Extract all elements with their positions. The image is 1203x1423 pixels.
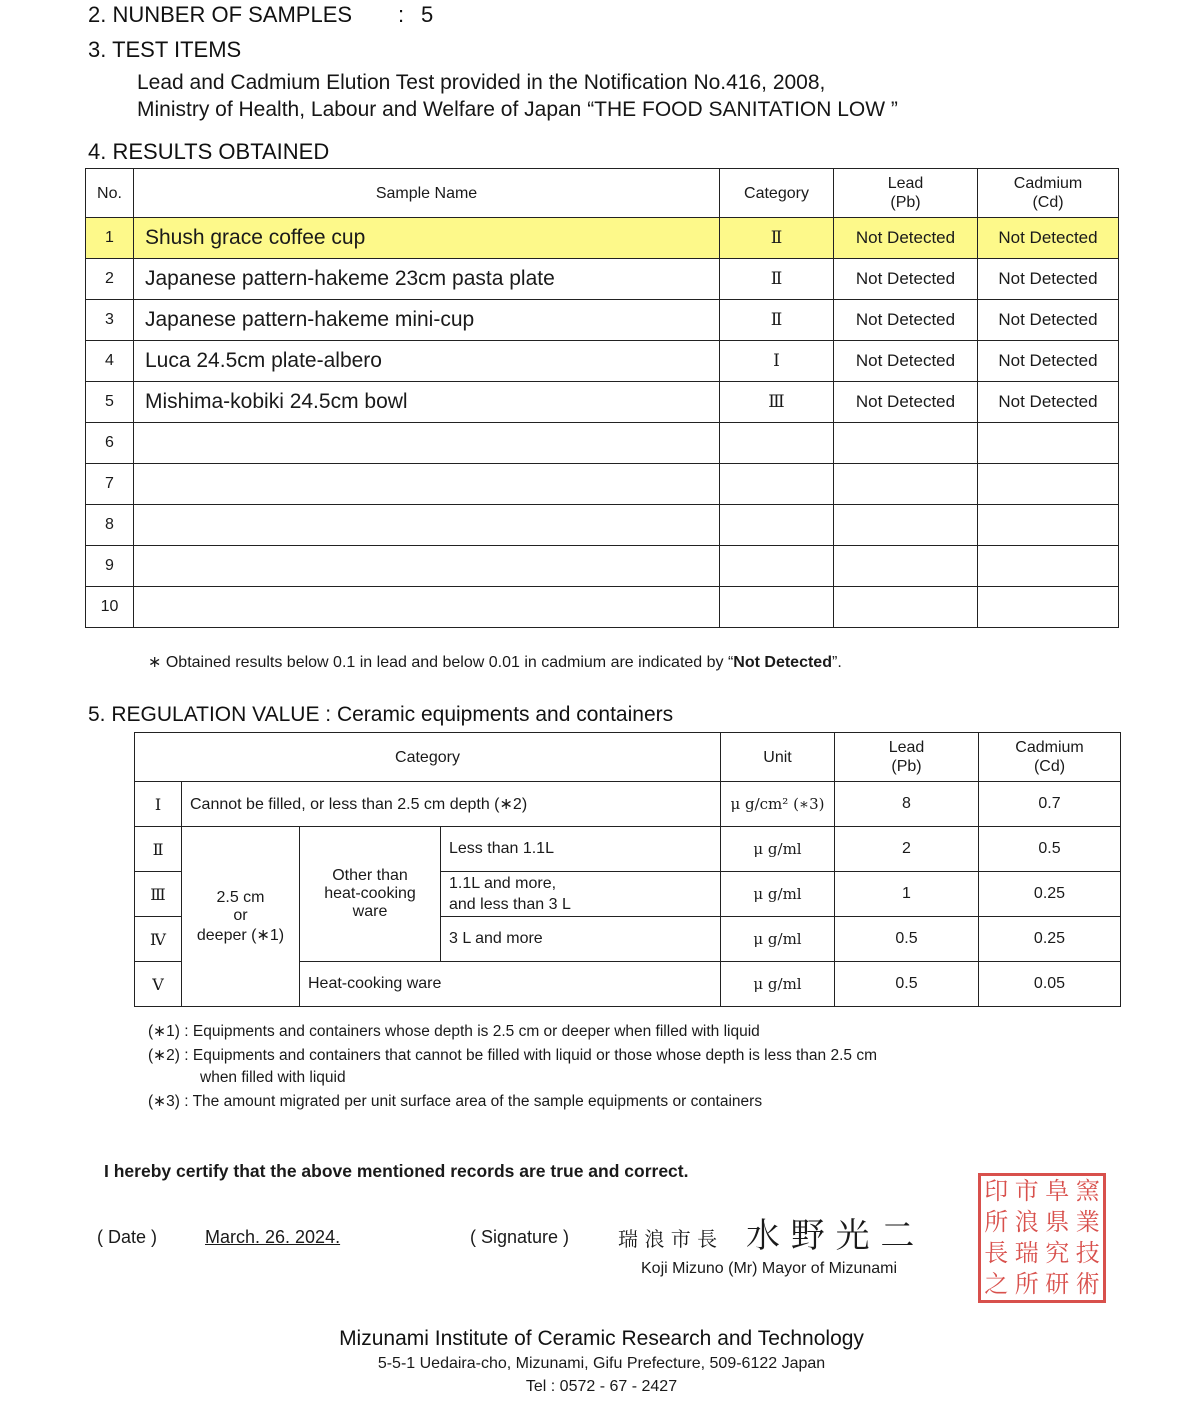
row-lead xyxy=(834,587,978,628)
samples-value: 5 xyxy=(421,2,434,27)
results-footnote xyxy=(148,652,842,672)
row-category: Ⅰ xyxy=(720,341,834,382)
reg-unit: μ g/cm² (∗3) xyxy=(721,782,835,827)
row-cadmium xyxy=(978,546,1119,587)
table-row xyxy=(86,259,1119,300)
table-row xyxy=(86,587,1119,628)
row-lead xyxy=(834,423,978,464)
row-lead: Not Detected xyxy=(834,300,978,341)
row-category: Ⅱ xyxy=(720,218,834,259)
row-sample-name xyxy=(134,546,720,587)
certification-statement: I hereby certify that the above mentioned records are true and correct. xyxy=(104,1161,689,1181)
reg-roman: Ⅱ xyxy=(135,827,182,872)
reg-roman: Ⅴ xyxy=(135,962,182,1007)
table-row xyxy=(86,505,1119,546)
row-category: Ⅱ xyxy=(720,259,834,300)
samples-colon: : xyxy=(398,2,405,27)
reg-cadmium: 0.5 xyxy=(979,827,1121,872)
table-row xyxy=(86,464,1119,505)
regulation-row-2 xyxy=(135,827,1121,872)
row-sample-name: Mishima-kobiki 24.5cm bowl xyxy=(134,382,720,423)
row-sample-name xyxy=(134,464,720,505)
table-row xyxy=(86,423,1119,464)
row-category: Ⅱ xyxy=(720,300,834,341)
reg-lead: 0.5 xyxy=(835,917,979,962)
note-2 xyxy=(148,1045,1028,1067)
row-cadmium: Not Detected xyxy=(978,382,1119,423)
row-sample-name: Japanese pattern-hakeme 23cm pasta plate xyxy=(134,259,720,300)
results-footnote-suffix: ”. xyxy=(831,654,842,671)
reg-desc: 3 L and more xyxy=(441,917,721,962)
row-sample-name xyxy=(134,505,720,546)
reg-desc-line-1: 1.1L and more, xyxy=(449,875,557,892)
row-no: 1 xyxy=(86,218,134,259)
row-no: 3 xyxy=(86,300,134,341)
row-sample-name: Shush grace coffee cup xyxy=(134,218,720,259)
note-text: The amount migrated per unit surface area of the sample equipments or containers xyxy=(192,1093,763,1110)
row-no: 10 xyxy=(86,587,134,628)
reg-cadmium: 0.05 xyxy=(979,962,1121,1007)
reg-other-line-1: Other than xyxy=(332,867,408,884)
date-value: March. 26. 2024. xyxy=(205,1227,341,1247)
row-no: 6 xyxy=(86,423,134,464)
row-cadmium xyxy=(978,505,1119,546)
official-seal: 印 市 阜 窯 所 浪 県 業 長 瑞 究 技 之 所 研 術 xyxy=(978,1173,1106,1303)
header-cadmium xyxy=(978,169,1119,218)
institute-name: Mizunami Institute of Ceramic Research and Technology xyxy=(339,1327,864,1350)
reg-header-lead xyxy=(835,733,979,782)
note-3 xyxy=(148,1091,1028,1113)
results-title: 4. RESULTS OBTAINED xyxy=(88,139,330,164)
institute-address: 5-5-1 Uedaira-cho, Mizunami, Gifu Prefecture, 509-6122 Japan xyxy=(377,1355,826,1372)
regulation-header-row xyxy=(135,733,1121,782)
reg-roman: Ⅳ xyxy=(135,917,182,962)
row-cadmium xyxy=(978,587,1119,628)
reg-desc-line-2: and less than 3 L xyxy=(449,896,571,913)
note-mark: (∗3) : xyxy=(148,1093,189,1110)
header-no: No. xyxy=(86,169,134,218)
note-text: when filled with liquid xyxy=(200,1069,346,1086)
reg-depth-line-3: deeper (∗1) xyxy=(196,926,285,944)
reg-unit: μ g/ml xyxy=(721,962,835,1007)
row-lead xyxy=(834,505,978,546)
reg-header-cadmium xyxy=(979,733,1121,782)
row-lead: Not Detected xyxy=(834,259,978,300)
row-sample-name: Japanese pattern-hakeme mini-cup xyxy=(134,300,720,341)
row-sample-name xyxy=(134,587,720,628)
note-mark: (∗2) : xyxy=(148,1047,189,1064)
row-no: 8 xyxy=(86,505,134,546)
row-no: 7 xyxy=(86,464,134,505)
header-cadmium-symbol: (Cd) xyxy=(1032,194,1064,211)
results-header-row xyxy=(86,169,1119,218)
note-mark: (∗1) : xyxy=(148,1023,189,1040)
reg-header-unit: Unit xyxy=(721,733,835,782)
reg-unit: μ g/ml xyxy=(721,917,835,962)
row-category: Ⅲ xyxy=(720,382,834,423)
test-items-line-1: Lead and Cadmium Elution Test provided in the Notification No.416, 2008, xyxy=(137,71,826,94)
signature-label: ( Signature ) xyxy=(470,1227,570,1247)
row-cadmium: Not Detected xyxy=(978,300,1119,341)
row-category xyxy=(720,423,834,464)
row-lead xyxy=(834,546,978,587)
reg-roman: Ⅲ xyxy=(135,872,182,917)
row-lead: Not Detected xyxy=(834,218,978,259)
note-text: Equipments and containers that cannot be filled with liquid or those whose depth is less than 2.5 cm xyxy=(192,1047,877,1064)
reg-desc xyxy=(441,872,721,917)
reg-cadmium: 0.25 xyxy=(979,872,1121,917)
row-cadmium: Not Detected xyxy=(978,341,1119,382)
table-row xyxy=(86,546,1119,587)
reg-lead: 8 xyxy=(835,782,979,827)
reg-cadmium: 0.25 xyxy=(979,917,1121,962)
row-cadmium: Not Detected xyxy=(978,259,1119,300)
reg-desc: Cannot be filled, or less than 2.5 cm depth (∗2) xyxy=(182,782,721,827)
reg-header-lead-symbol: (Pb) xyxy=(891,758,922,775)
results-table xyxy=(85,168,1119,628)
signature-name-jp: 水 野 光 二 xyxy=(746,1216,915,1256)
reg-other-cell xyxy=(300,827,441,962)
regulation-title: 5. REGULATION VALUE : Ceramic equipments and containers xyxy=(88,703,674,726)
row-lead: Not Detected xyxy=(834,341,978,382)
results-footnote-bold: Not Detected xyxy=(733,654,832,671)
reg-unit: μ g/ml xyxy=(721,827,835,872)
reg-other-line-3: ware xyxy=(352,903,388,920)
reg-header-category: Category xyxy=(135,733,721,782)
reg-lead: 1 xyxy=(835,872,979,917)
reg-desc: Heat-cooking ware xyxy=(300,962,721,1007)
header-category: Category xyxy=(720,169,834,218)
test-items-label: 3. TEST ITEMS xyxy=(88,37,242,62)
reg-header-cadmium-label: Cadmium xyxy=(1015,739,1084,756)
mayor-title-jp: 瑞 浪 市 長 xyxy=(618,1227,718,1251)
row-sample-name xyxy=(134,423,720,464)
table-row xyxy=(86,382,1119,423)
reg-desc: Less than 1.1L xyxy=(441,827,721,872)
table-row xyxy=(86,300,1119,341)
row-cadmium: Not Detected xyxy=(978,218,1119,259)
results-footnote-prefix: ∗ Obtained results below 0.1 in lead and below 0.01 in cadmium are indicated by “ xyxy=(148,654,734,671)
header-lead xyxy=(834,169,978,218)
header-lead-label: Lead xyxy=(887,175,924,192)
signature-name-en: Koji Mizuno (Mr) Mayor of Mizunami xyxy=(641,1260,898,1277)
row-category xyxy=(720,546,834,587)
header-sample-name: Sample Name xyxy=(134,169,720,218)
reg-depth-line-1: 2.5 cm xyxy=(216,888,265,906)
row-no: 4 xyxy=(86,341,134,382)
row-category xyxy=(720,587,834,628)
row-lead xyxy=(834,464,978,505)
row-category xyxy=(720,505,834,546)
table-row xyxy=(86,341,1119,382)
row-cadmium xyxy=(978,423,1119,464)
test-items-line-2: Ministry of Health, Labour and Welfare of Japan “THE FOOD SANITATION LOW ” xyxy=(137,98,898,121)
note-2-continued xyxy=(148,1067,1028,1089)
row-no: 9 xyxy=(86,546,134,587)
reg-other-line-2: heat-cooking xyxy=(324,885,416,902)
note-1 xyxy=(148,1021,1028,1043)
samples-label: 2. NUNBER OF SAMPLES xyxy=(88,2,353,27)
reg-header-cadmium-symbol: (Cd) xyxy=(1033,758,1066,775)
reg-depth-cell xyxy=(182,827,300,1007)
row-no: 2 xyxy=(86,259,134,300)
table-row xyxy=(86,218,1119,259)
row-lead: Not Detected xyxy=(834,382,978,423)
note-text: Equipments and containers whose depth is 2.5 cm or deeper when filled with liquid xyxy=(192,1023,760,1040)
regulation-table xyxy=(134,732,1121,1007)
reg-lead: 2 xyxy=(835,827,979,872)
row-no: 5 xyxy=(86,382,134,423)
header-cadmium-label: Cadmium xyxy=(1013,175,1083,192)
reg-unit: μ g/ml xyxy=(721,872,835,917)
row-cadmium xyxy=(978,464,1119,505)
regulation-notes xyxy=(148,1021,1028,1113)
reg-depth-line-2: or xyxy=(233,906,248,924)
reg-header-lead-label: Lead xyxy=(888,739,925,756)
header-lead-symbol: (Pb) xyxy=(890,194,921,211)
row-category xyxy=(720,464,834,505)
institute-tel: Tel : 0572 - 67 - 2427 xyxy=(525,1378,678,1395)
reg-roman: Ⅰ xyxy=(135,782,182,827)
reg-cadmium: 0.7 xyxy=(979,782,1121,827)
regulation-row-1 xyxy=(135,782,1121,827)
reg-lead: 0.5 xyxy=(835,962,979,1007)
date-label: ( Date ) xyxy=(97,1227,158,1247)
row-sample-name: Luca 24.5cm plate-albero xyxy=(134,341,720,382)
